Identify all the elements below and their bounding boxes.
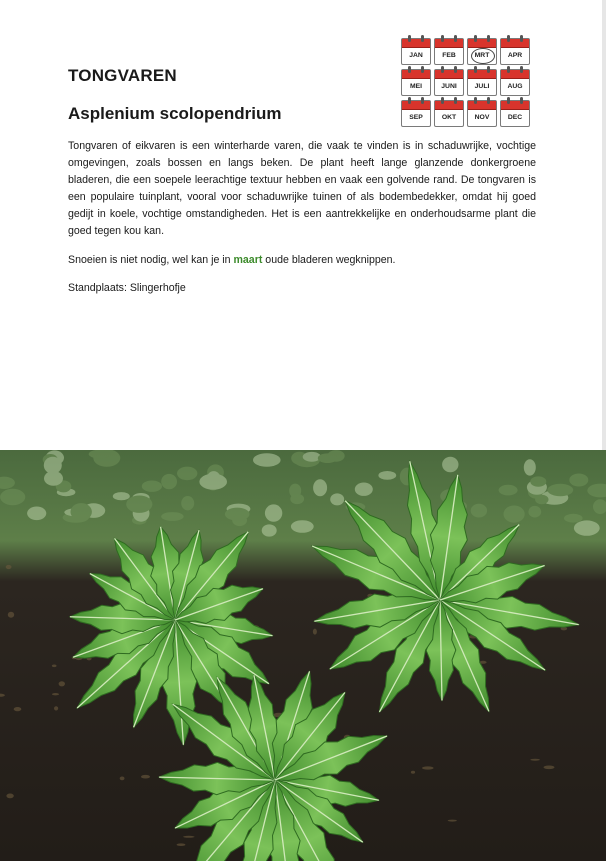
groundcover-leaf xyxy=(71,503,92,521)
groundcover-leaf xyxy=(262,524,277,536)
description-paragraph: Tongvaren of eikvaren is een winterharde varen, die vaak te vinden is in schaduwrijke, vochtige omgevingen, zoals bossen en langs beken. De plant heeft lange glanzende donkergroene bladeren, die een soepele leerachtige textuur hebben en vaak een golvende rand. De tongvaren is een populaire tuinplant, vooral voor schaduwrijke tuinen of als bodembedekker, omdat hij goed gedijt in koele, vochtige omstandigheden. Het is een aantrekkelijke en onderhoudsarme plant die goed tegen kou kan. xyxy=(68,140,536,237)
pruning-text-after: oude bladeren wegknippen. xyxy=(262,254,396,266)
soil-debris xyxy=(8,612,14,618)
calendar-month-label: MEI xyxy=(409,83,423,90)
soil-debris xyxy=(52,665,57,668)
calendar-ring-icon xyxy=(487,66,490,73)
latin-name: Asplenium scolopendrium xyxy=(68,104,282,123)
groundcover-leaf xyxy=(303,452,321,462)
groundcover-leaf xyxy=(355,483,373,496)
month-calendar xyxy=(401,38,531,131)
groundcover-leaf xyxy=(569,474,588,487)
calendar-month-label: JAN xyxy=(409,52,423,59)
groundcover-leaf xyxy=(535,495,548,505)
groundcover-leaf xyxy=(27,507,46,521)
calendar-page-header xyxy=(501,70,529,79)
calendar-month-label: APR xyxy=(507,52,523,59)
calendar-ring-icon xyxy=(408,66,411,73)
groundcover-leaf xyxy=(564,514,583,523)
soil-debris xyxy=(530,759,540,761)
groundcover-leaf xyxy=(442,457,458,473)
calendar-ring-icon xyxy=(474,66,477,73)
calendar-month-label: DEC xyxy=(507,114,523,121)
calendar-month-label: JULI xyxy=(474,83,490,90)
calendar-month-sep xyxy=(401,100,431,127)
calendar-ring-icon xyxy=(441,66,444,73)
groundcover-leaf xyxy=(89,450,111,459)
calendar-month-label: OKT xyxy=(441,114,457,121)
calendar-ring-icon xyxy=(408,97,411,104)
calendar-ring-icon xyxy=(454,97,457,104)
calendar-ring-icon xyxy=(474,97,477,104)
groundcover-leaf xyxy=(181,496,194,510)
soil-debris xyxy=(177,843,186,846)
soil-debris xyxy=(448,820,457,822)
groundcover-leaf xyxy=(291,520,314,533)
calendar-row xyxy=(401,38,531,65)
calendar-month-juni xyxy=(434,69,464,96)
calendar-ring-icon xyxy=(421,66,424,73)
calendar-page-header xyxy=(468,70,496,79)
calendar-ring-icon xyxy=(520,35,523,42)
calendar-month-label: FEB xyxy=(442,52,456,59)
groundcover-leaf xyxy=(313,479,327,496)
groundcover-leaf xyxy=(161,474,177,489)
calendar-month-label: MRT xyxy=(468,48,496,64)
calendar-month-label: SEP xyxy=(409,114,423,121)
soil-debris xyxy=(14,707,22,711)
groundcover-leaf xyxy=(503,506,524,523)
soil-debris xyxy=(6,794,13,799)
calendar-ring-icon xyxy=(421,97,424,104)
calendar-page-header xyxy=(402,70,430,79)
calendar-ring-icon xyxy=(507,97,510,104)
calendar-row xyxy=(401,100,531,127)
soil-debris xyxy=(422,766,434,769)
groundcover-leaf xyxy=(378,471,396,480)
groundcover-leaf xyxy=(161,512,184,521)
soil-debris xyxy=(544,766,555,770)
pruning-text-before: Snoeien is niet nodig, wel kan je in xyxy=(68,254,234,266)
calendar-month-okt xyxy=(434,100,464,127)
groundcover-leaf xyxy=(547,484,573,496)
groundcover-leaf xyxy=(318,453,337,463)
groundcover-leaf xyxy=(499,485,518,496)
soil-debris xyxy=(120,777,125,781)
calendar-ring-icon xyxy=(454,35,457,42)
calendar-month-feb xyxy=(434,38,464,65)
fern-photo xyxy=(0,450,606,861)
calendar-month-juli xyxy=(467,69,497,96)
groundcover-leaf xyxy=(530,476,546,486)
calendar-ring-icon xyxy=(421,35,424,42)
calendar-page-header xyxy=(501,39,529,48)
groundcover-leaf xyxy=(44,471,63,486)
groundcover-leaf xyxy=(574,520,600,535)
calendar-ring-icon xyxy=(474,35,477,42)
calendar-month-label: JUNI xyxy=(441,83,457,90)
pruning-month: maart xyxy=(233,254,263,266)
groundcover-leaf xyxy=(330,493,344,505)
groundcover-leaf xyxy=(528,506,541,518)
calendar-month-apr xyxy=(500,38,530,65)
calendar-page-header xyxy=(468,39,496,48)
calendar-row xyxy=(401,69,531,96)
groundcover-leaf xyxy=(177,467,197,481)
calendar-page-header xyxy=(468,101,496,110)
calendar-month-jan xyxy=(401,38,431,65)
groundcover-leaf xyxy=(0,489,25,505)
calendar-page-header xyxy=(501,101,529,110)
groundcover-leaf xyxy=(126,496,152,513)
calendar-month-label: AUG xyxy=(507,83,523,90)
soil-debris xyxy=(6,565,12,569)
page-edge xyxy=(602,0,606,450)
calendar-ring-icon xyxy=(441,35,444,42)
groundcover-leaf xyxy=(253,453,281,467)
location-paragraph: Standplaats: Slingerhofje xyxy=(68,282,186,294)
groundcover-leaf xyxy=(232,515,247,526)
calendar-month-dec xyxy=(500,100,530,127)
soil-debris xyxy=(52,693,59,695)
calendar-ring-icon xyxy=(507,66,510,73)
calendar-page-header xyxy=(435,101,463,110)
calendar-ring-icon xyxy=(454,66,457,73)
soil-debris xyxy=(313,629,317,635)
calendar-page-header xyxy=(402,39,430,48)
calendar-ring-icon xyxy=(520,66,523,73)
calendar-month-mrt xyxy=(467,38,497,65)
groundcover-leaf xyxy=(524,459,536,475)
groundcover-leaf xyxy=(289,484,301,498)
soil-debris xyxy=(141,775,150,779)
calendar-ring-icon xyxy=(487,35,490,42)
calendar-page-header xyxy=(435,70,463,79)
calendar-ring-icon xyxy=(507,35,510,42)
calendar-month-label: NOV xyxy=(474,114,490,121)
soil-debris xyxy=(183,836,195,838)
calendar-page-header xyxy=(435,39,463,48)
groundcover-leaf xyxy=(265,504,282,521)
calendar-ring-icon xyxy=(487,97,490,104)
soil-debris xyxy=(54,706,58,710)
calendar-page-header xyxy=(402,101,430,110)
groundcover-leaf xyxy=(471,504,487,518)
groundcover-leaf xyxy=(199,474,227,490)
calendar-month-nov xyxy=(467,100,497,127)
page-title: TONGVAREN xyxy=(68,66,177,85)
pruning-paragraph xyxy=(68,252,536,269)
calendar-month-aug xyxy=(500,69,530,96)
body-text xyxy=(68,138,536,308)
calendar-ring-icon xyxy=(441,97,444,104)
groundcover-leaf xyxy=(142,481,162,492)
groundcover-leaf xyxy=(113,492,130,500)
calendar-month-mei xyxy=(401,69,431,96)
calendar-ring-icon xyxy=(408,35,411,42)
calendar-ring-icon xyxy=(520,97,523,104)
soil-debris xyxy=(59,681,65,686)
soil-debris xyxy=(411,771,415,774)
